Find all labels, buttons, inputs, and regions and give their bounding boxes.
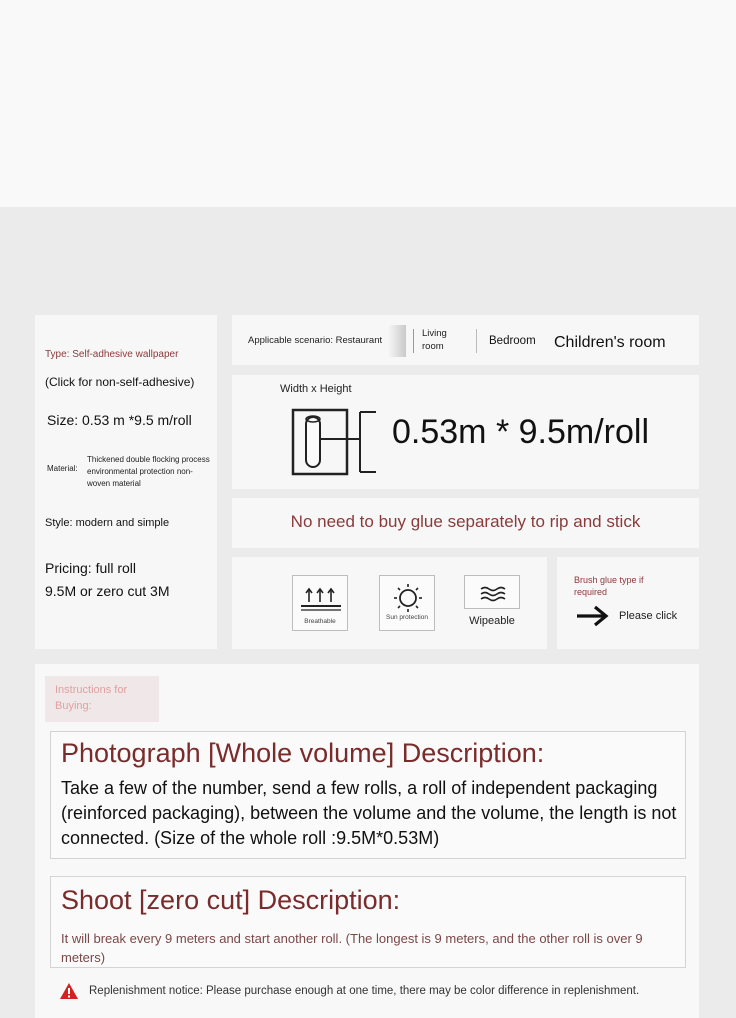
brush-glue-card[interactable] — [557, 557, 699, 649]
instructions-card — [35, 664, 699, 1018]
size-label: Size: 0.53 m *9.5 m/roll — [47, 412, 192, 428]
scenario-restaurant: Applicable scenario: Restaurant — [248, 335, 383, 346]
glue-notice: No need to buy glue separately to rip and stick — [290, 512, 641, 531]
arrow-right-icon — [575, 605, 611, 632]
whole-volume-description: Take a few of the number, send a few rolls, a roll of independent packaging (reinforced packaging), between the volume and the volume, the length is not connected. (Size of the whole roll :9.5M*0.53M) — [61, 778, 677, 848]
features-card — [232, 557, 547, 649]
sun-protection-icon — [380, 576, 436, 632]
replenishment-notice: Replenishment notice: Please purchase enough at one time, there may be color difference in replenishment. — [89, 985, 640, 997]
whole-volume-title: Photograph [Whole volume] Description: — [61, 738, 545, 768]
sun-protection-label: Sun protection — [386, 614, 428, 621]
scenario-divider — [476, 329, 477, 353]
whole-volume-section — [50, 731, 686, 859]
non-self-adhesive-link[interactable]: (Click for non-self-adhesive) — [45, 375, 195, 389]
pricing-label: Pricing: full roll — [45, 560, 137, 576]
scenario-living-room: Living room — [422, 328, 447, 352]
spec-card — [35, 315, 217, 649]
dimension-label: Width x Height — [280, 383, 352, 395]
warning-icon — [59, 982, 79, 1005]
feature-breathable — [292, 575, 348, 631]
feature-sun-protection — [379, 575, 435, 631]
wallpaper-roll-icon — [290, 407, 380, 482]
breathable-label: Breathable — [304, 618, 336, 625]
dimension-value: 0.53m * 9.5m/roll — [392, 413, 649, 451]
feature-wipeable — [464, 575, 520, 609]
wipeable-label: Wipeable — [469, 615, 515, 627]
zero-cut-description: It will break every 9 meters and start another roll. (The longest is 9 meters, and the other roll is over 9 meters) — [61, 931, 643, 965]
please-click-link[interactable]: Please click — [619, 610, 678, 622]
material-label: Material: — [47, 464, 78, 473]
scenario-card — [232, 315, 699, 365]
pricing-options: 9.5M or zero cut 3M — [45, 583, 170, 599]
instructions-tag: Instructions for Buying: — [45, 676, 159, 722]
zero-cut-title: Shoot [zero cut] Description: — [61, 885, 401, 915]
material-text: Thickened double flocking process environmental protection non-woven material — [87, 455, 210, 488]
style-label: Style: modern and simple — [45, 517, 170, 529]
size-card — [232, 375, 699, 489]
wipeable-icon — [465, 576, 521, 610]
glue-notice-card — [232, 498, 699, 548]
scenario-childrens-room: Children's room — [554, 334, 666, 351]
scenario-divider-shade — [388, 325, 406, 357]
type-label: Type: Self-adhesive wallpaper — [45, 349, 179, 360]
brush-glue-text: Brush glue type if required — [574, 575, 644, 597]
scenario-bedroom: Bedroom — [489, 335, 536, 347]
zero-cut-section — [50, 876, 686, 968]
scenario-divider — [413, 329, 414, 353]
